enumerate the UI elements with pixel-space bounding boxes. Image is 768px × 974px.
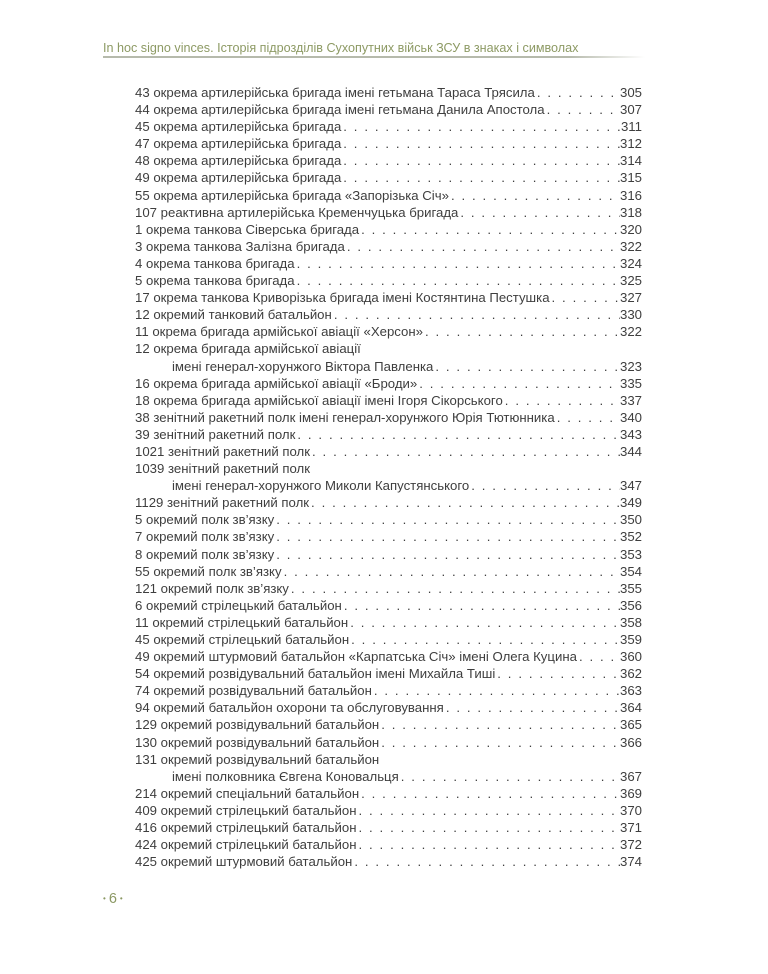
toc-page-number: 337 [619, 392, 642, 408]
toc-dot-leader [341, 118, 621, 135]
toc-dot-leader [357, 802, 620, 819]
toc-dot-leader [458, 204, 620, 221]
toc-entry-title: 45 окремий стрілецький батальйон [135, 632, 350, 647]
toc-dot-leader [417, 375, 620, 392]
toc-entry [135, 238, 642, 255]
toc-page-number: 340 [619, 409, 642, 425]
toc-entry-title: 94 окремий батальйон охорони та обслуговування [135, 700, 444, 716]
toc-entry [135, 699, 642, 716]
toc-entry-title: 107 реактивна артилерійська Кременчуцька бригада [135, 204, 459, 220]
toc-page-number: 366 [619, 734, 642, 750]
toc-entry-title: 74 окремий розвідувальний батальйон [135, 683, 372, 699]
toc-dot-leader [449, 187, 620, 204]
toc-entry-title: 18 окрема бригада армійської авіації імені Ігоря Сікорського [135, 392, 503, 408]
toc-page-number: 323 [619, 358, 642, 374]
toc-entry [135, 682, 642, 699]
toc-entry-title: 11 окрема бригада армійської авіації «Херсон» [135, 324, 423, 340]
toc-entry-title: 409 окремий стрілецький батальйон [135, 802, 357, 818]
toc-dot-leader [357, 836, 620, 853]
toc-entry-title: 39 зенітний ракетний полк [135, 426, 296, 442]
toc-dot-leader [282, 563, 620, 580]
toc-page-number: 325 [619, 273, 642, 289]
toc-entry-title: 1 окрема танкова Сіверська бригада [135, 221, 360, 237]
toc-dot-leader [332, 306, 620, 323]
toc-entry-title: 47 окрема артилерійська бригада [135, 136, 342, 152]
toc-entry-title: 43 окрема артилерійська бригада імені гетьмана Тараса Трясила [135, 85, 535, 100]
toc-entry [135, 563, 642, 580]
toc-entry [135, 511, 642, 528]
toc-dot-leader [379, 716, 620, 733]
toc-entry [135, 546, 642, 563]
toc-entry [135, 152, 642, 169]
toc-page-number: 367 [619, 768, 642, 784]
toc-entry-title: 55 окрема артилерійська бригада «Запорізька Січ» [135, 187, 449, 203]
toc-entry [135, 84, 642, 101]
toc-entry [135, 375, 642, 392]
toc-dot-leader [433, 358, 620, 375]
toc-entry-title: 425 окремий штурмовий батальйон [135, 854, 353, 870]
page-number-footer [103, 891, 123, 907]
toc-page-number: 311 [620, 119, 642, 135]
toc-dot-leader [341, 152, 620, 169]
toc-page-number: 362 [619, 666, 642, 682]
toc-entry [135, 221, 642, 238]
toc-page-number: 307 [619, 102, 642, 118]
toc-entry [135, 802, 642, 819]
toc-dot-leader [577, 648, 620, 665]
toc-dot-leader [310, 443, 620, 460]
toc-entry-title: 121 окремий полк зв’язку [135, 580, 289, 596]
toc-dot-leader [289, 580, 620, 597]
toc-entry-title: 214 окремий спеціальний батальйон [135, 785, 360, 801]
toc-page-number: 369 [619, 785, 642, 801]
toc-dot-leader [550, 289, 620, 306]
toc-dot-leader [372, 682, 620, 699]
toc-entry-title: 7 окремий полк зв’язку [135, 529, 275, 545]
toc-entry-title: 1021 зенітний ракетний полк [135, 443, 311, 459]
page-number-value: • 6 [108, 891, 117, 907]
toc-page-number: 318 [619, 204, 642, 220]
toc-page-number: 353 [619, 546, 642, 562]
toc-entry-title: 55 окремий полк зв’язку [135, 563, 282, 579]
toc-dot-leader [348, 614, 620, 631]
toc-dot-leader [379, 734, 620, 751]
toc-entry-title: 424 окремий стрілецький батальйон [135, 837, 357, 853]
toc-entry-title: 8 окремий полк зв’язку [135, 546, 275, 562]
toc-entry [135, 631, 642, 648]
toc-page-number: 352 [619, 529, 642, 545]
table-of-contents [135, 84, 642, 870]
toc-page-number: 372 [619, 837, 642, 853]
toc-dot-leader [352, 853, 620, 870]
toc-dot-leader [423, 323, 620, 340]
toc-dot-leader [274, 546, 620, 563]
running-title: In hoc signo vinces. Історія підрозділів Сухопутних військ ЗСУ в знаках і символах [103, 41, 579, 55]
toc-page-number: 344 [619, 443, 642, 459]
toc-page-number: 335 [619, 375, 642, 391]
toc-entry-title: імені генерал-хорунжого Віктора Павленка [172, 358, 434, 374]
toc-entry-title: 5 окрема танкова бригада [135, 273, 295, 289]
toc-entry-title: 48 окрема артилерійська бригада [135, 153, 342, 169]
toc-page-number: 305 [619, 85, 642, 100]
toc-page-number: 365 [619, 717, 642, 733]
toc-entry-title: 49 окрема артилерійська бригада [135, 170, 342, 186]
toc-entry [135, 187, 642, 204]
toc-entry [135, 135, 642, 152]
toc-page-number: 315 [619, 170, 642, 186]
toc-entry-title: 49 окремий штурмовий батальйон «Карпатська Січ» імені Олега Куцина [135, 649, 577, 665]
toc-entry-title: 16 окрема бригада армійської авіації «Броди» [135, 375, 418, 391]
toc-entry [135, 768, 642, 785]
toc-entry-title: 1039 зенітний ракетний полк [135, 461, 311, 477]
toc-entry [135, 204, 642, 221]
toc-dot-leader [295, 426, 620, 443]
toc-entry [135, 101, 642, 118]
toc-dot-leader [357, 819, 620, 836]
toc-page-number: 316 [619, 187, 642, 203]
toc-dot-leader [359, 221, 620, 238]
toc-entry-title: 44 окрема артилерійська бригада імені гетьмана Данила Апостола [135, 102, 545, 118]
toc-entry [135, 580, 642, 597]
toc-entry [135, 836, 642, 853]
toc-page-number: 320 [619, 221, 642, 237]
toc-page-number: 356 [619, 597, 642, 613]
toc-page-number: 371 [619, 820, 642, 836]
toc-entry-title: 130 окремий розвідувальний батальйон [135, 734, 380, 750]
toc-entry-title: 17 окрема танкова Криворізька бригада імені Костянтина Пестушка [135, 290, 550, 306]
toc-page-number: 350 [619, 512, 642, 528]
toc-entry [135, 255, 642, 272]
toc-dot-leader [341, 135, 620, 152]
toc-dot-leader [555, 409, 620, 426]
toc-entry [135, 169, 642, 186]
toc-page-number: 355 [619, 580, 642, 596]
toc-entry [135, 819, 642, 836]
toc-dot-leader [495, 665, 620, 682]
toc-dot-leader [469, 477, 620, 494]
toc-entry [135, 665, 642, 682]
toc-entry [135, 785, 642, 802]
toc-page-number: 330 [619, 307, 642, 323]
toc-entry [135, 614, 642, 631]
toc-page-number: 354 [619, 563, 642, 579]
toc-entry [135, 597, 642, 614]
toc-entry-title: 4 окрема танкова бригада [135, 255, 295, 271]
toc-entry [135, 648, 642, 665]
toc-entry [135, 494, 642, 511]
toc-page-number: 322 [619, 238, 642, 254]
toc-entry-title: 12 окрема бригада армійської авіації [135, 341, 361, 357]
toc-dot-leader [399, 768, 620, 785]
toc-dot-leader [444, 699, 620, 716]
toc-entry [135, 272, 642, 289]
toc-entry-title: 45 окрема артилерійська бригада [135, 119, 342, 135]
toc-entry-title: 38 зенітний ракетний полк імені генерал-хорунжого Юрія Тютюнника [135, 409, 555, 425]
toc-dot-leader [359, 785, 620, 802]
toc-entry [135, 409, 642, 426]
toc-page-number: 360 [619, 649, 642, 665]
toc-page-number: 359 [619, 632, 642, 647]
toc-entry [135, 118, 642, 135]
toc-page-number: 358 [619, 614, 642, 630]
toc-entry [135, 734, 642, 751]
toc-entry [135, 392, 642, 409]
toc-page-number: 347 [619, 478, 642, 494]
toc-page-number: 324 [619, 255, 642, 271]
toc-dot-leader [342, 597, 620, 614]
toc-dot-leader [503, 392, 620, 409]
toc-entry [135, 460, 642, 477]
toc-page-number: 363 [619, 683, 642, 699]
toc-entry-title: 54 окремий розвідувальний батальйон імені Михайла Тиші [135, 666, 496, 682]
header-rule [103, 56, 645, 58]
toc-dot-leader [341, 169, 620, 186]
toc-page-number: 349 [619, 495, 642, 511]
toc-dot-leader [535, 84, 620, 101]
toc-entry [135, 528, 642, 545]
toc-entry-title: 416 окремий стрілецький батальйон [135, 820, 357, 836]
toc-entry-title: 3 окрема танкова Залізна бригада [135, 238, 345, 254]
toc-page-number: 314 [619, 153, 642, 169]
toc-entry [135, 289, 642, 306]
toc-page-number: 312 [619, 136, 642, 152]
toc-page-number: 322 [619, 324, 642, 340]
toc-entry-title: 12 окремий танковий батальйон [135, 307, 332, 323]
toc-entry [135, 853, 642, 870]
toc-entry-title: 131 окремий розвідувальний батальйон [135, 751, 380, 767]
toc-entry [135, 443, 642, 460]
toc-dot-leader [274, 511, 620, 528]
toc-page-number: 343 [619, 426, 642, 442]
toc-entry [135, 323, 642, 340]
toc-entry-title: імені полковника Євгена Коновальця [172, 768, 399, 784]
toc-page-number: 364 [619, 700, 642, 716]
toc-entry-title: 129 окремий розвідувальний батальйон [135, 717, 380, 733]
toc-entry-title: 11 окремий стрілецький батальйон [135, 614, 349, 630]
toc-page-number: 370 [619, 802, 642, 818]
toc-entry-title: 5 окремий полк зв’язку [135, 512, 275, 528]
toc-dot-leader [295, 272, 620, 289]
toc-page-number: 327 [619, 290, 642, 306]
toc-entry-title: імені генерал-хорунжого Миколи Капустянського [172, 478, 470, 494]
toc-entry [135, 716, 642, 733]
toc-dot-leader [274, 528, 620, 545]
toc-dot-leader [349, 631, 620, 648]
toc-dot-leader [309, 494, 620, 511]
toc-entry [135, 426, 642, 443]
toc-dot-leader [545, 101, 620, 118]
toc-dot-leader [295, 255, 620, 272]
toc-entry [135, 306, 642, 323]
toc-entry [135, 340, 642, 357]
toc-entry [135, 751, 642, 768]
toc-entry [135, 477, 642, 494]
toc-entry-title: 6 окремий стрілецький батальйон [135, 597, 342, 613]
toc-entry-title: 1129 зенітний ракетний полк [135, 495, 310, 511]
toc-entry [135, 358, 642, 375]
toc-dot-leader [345, 238, 620, 255]
toc-page-number: 374 [619, 854, 642, 870]
